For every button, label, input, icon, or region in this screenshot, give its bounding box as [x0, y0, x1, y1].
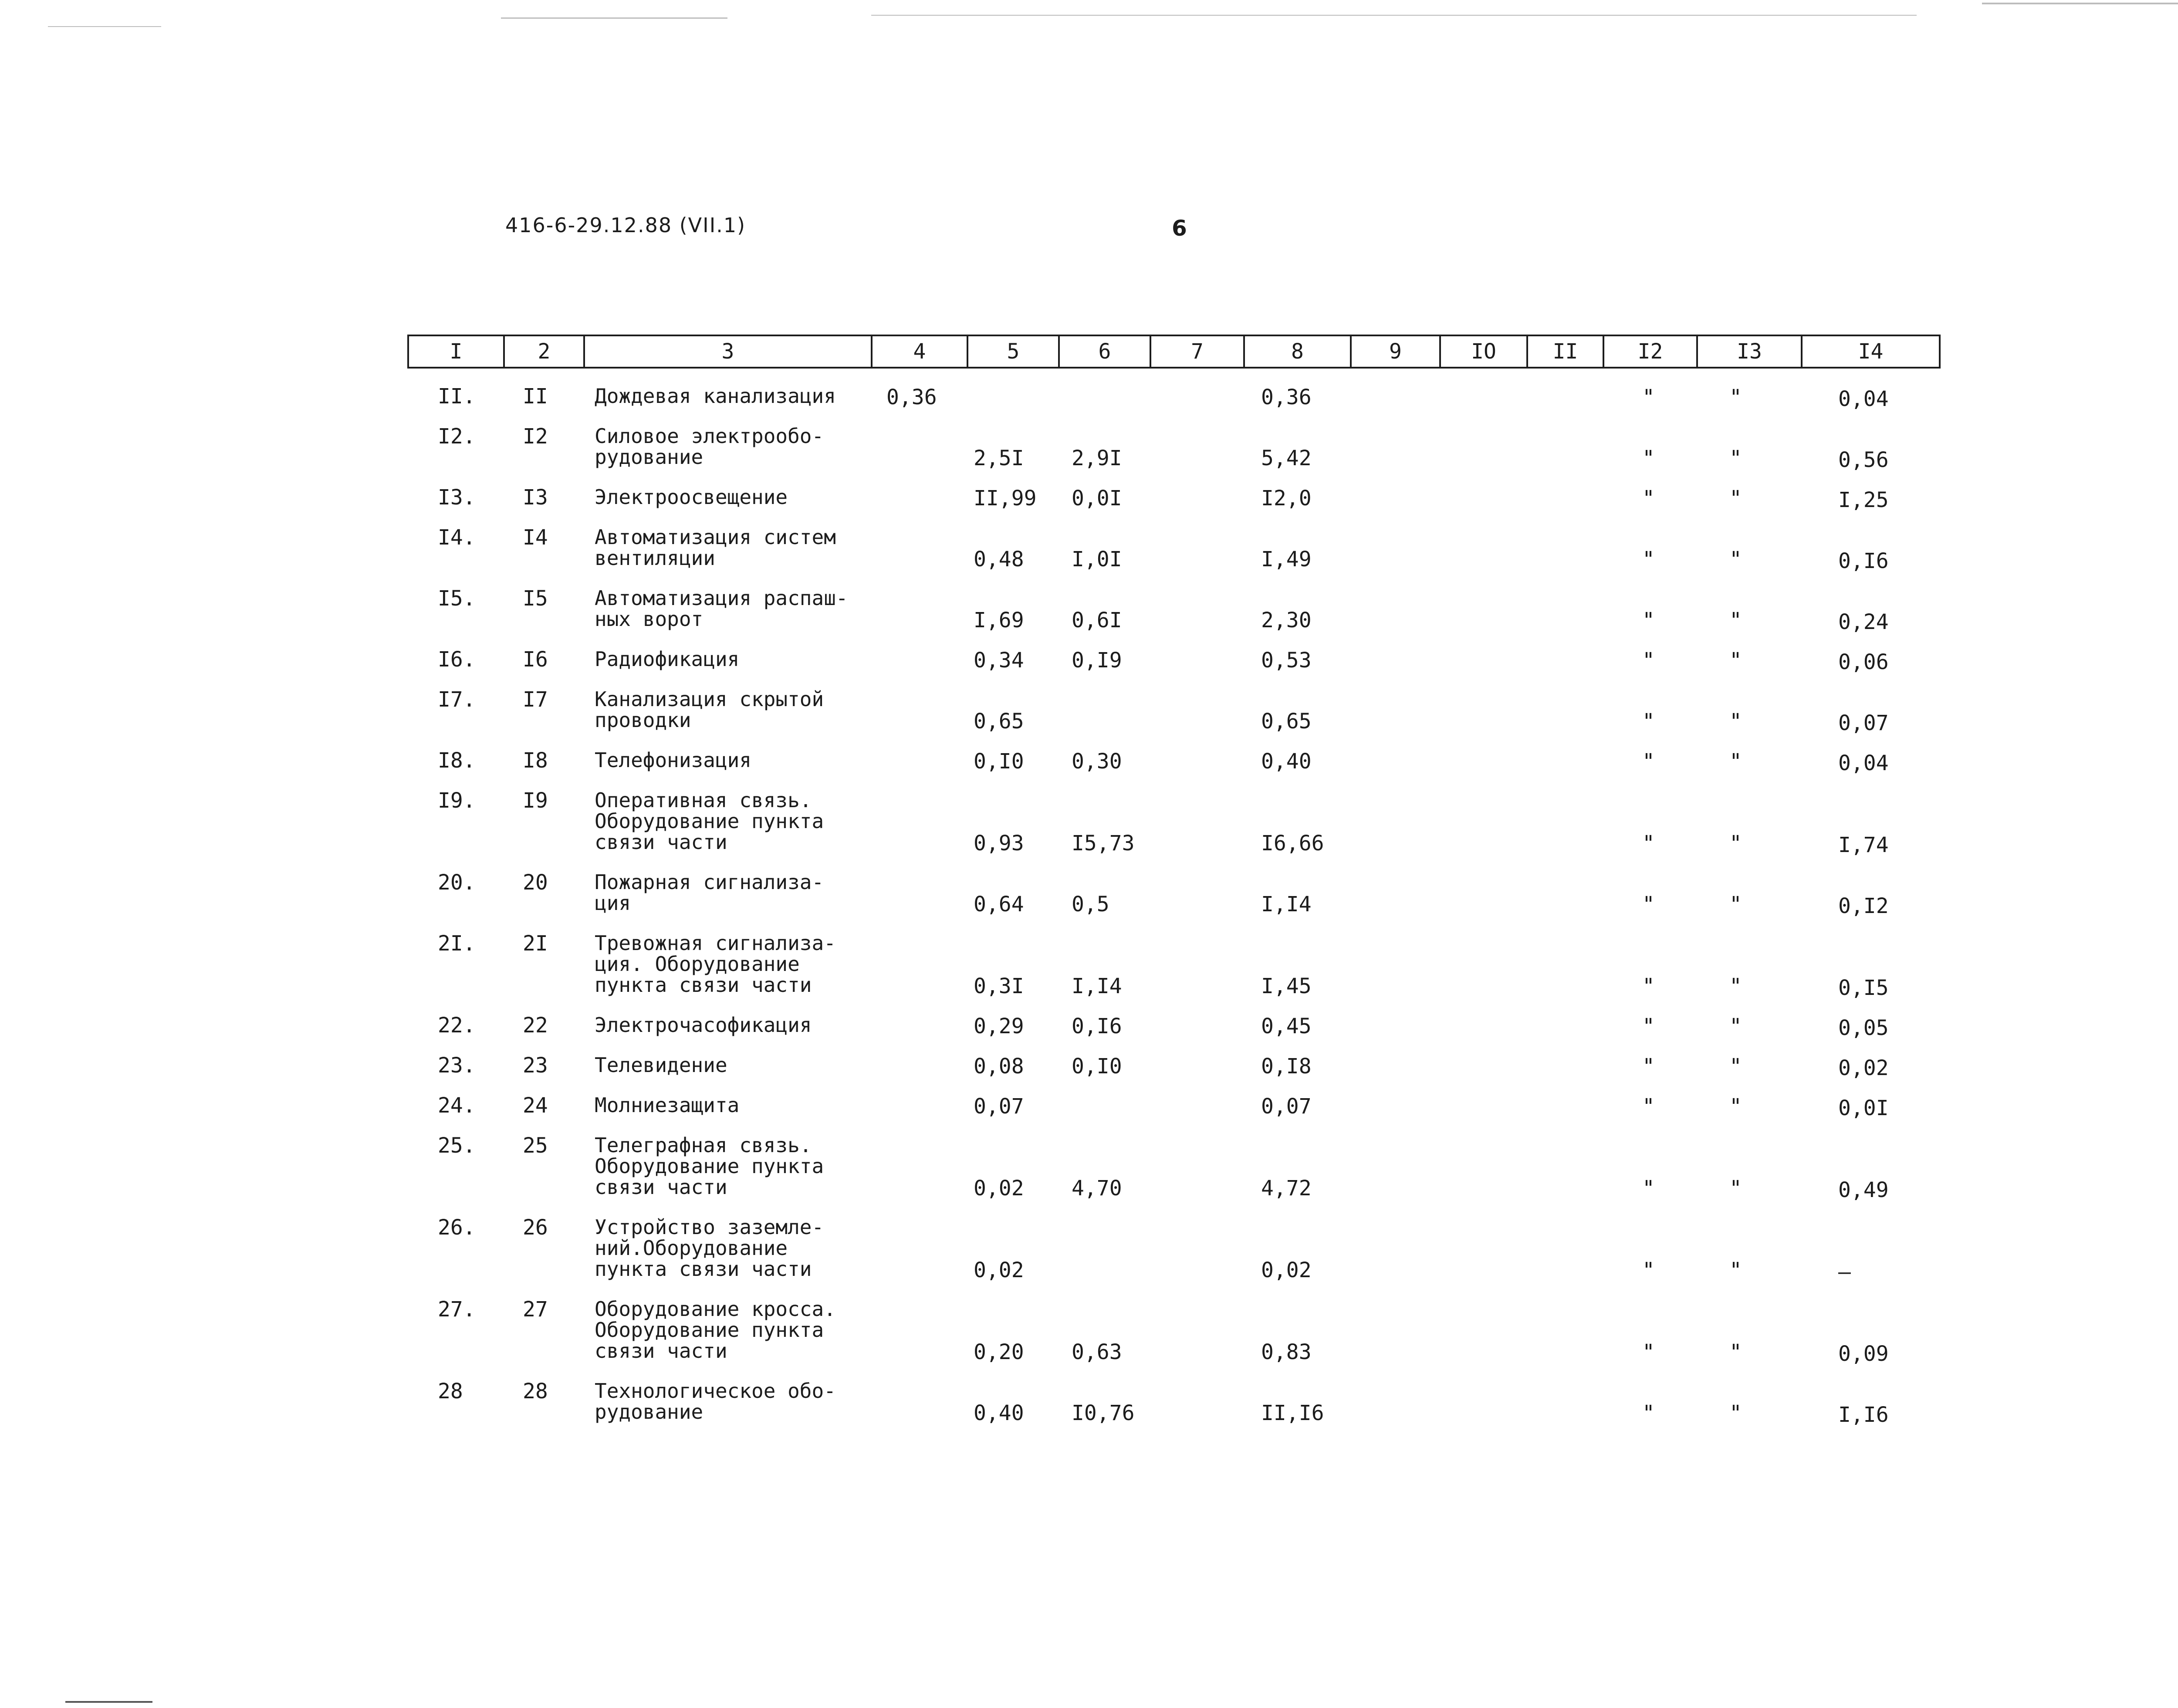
value-col-5: 0,64	[974, 892, 1024, 917]
column-header: I3	[1696, 336, 1801, 367]
item-name: Радиофикация	[595, 647, 740, 671]
value-col-14: 0,09	[1838, 1342, 1889, 1366]
value-col-6: I,I4	[1072, 974, 1122, 998]
value-col-8: I,49	[1261, 547, 1312, 572]
value-col-6: I5,73	[1072, 831, 1135, 856]
item-name: Канализация скрытой проводки	[595, 687, 824, 732]
column-header: IO	[1439, 336, 1526, 367]
ditto-col-13: "	[1729, 974, 1742, 998]
column-header: 4	[871, 336, 967, 367]
value-col-8: I,45	[1261, 974, 1312, 998]
scan-artifact-line	[501, 17, 727, 19]
scan-artifact-line	[48, 26, 161, 27]
value-col-5: 0,07	[974, 1094, 1024, 1119]
ditto-col-12: "	[1642, 1258, 1655, 1282]
table-row	[0, 1297, 2178, 1366]
table-row	[0, 1053, 2178, 1080]
ditto-col-13: "	[1729, 608, 1742, 632]
value-col-14: 0,I2	[1838, 894, 1889, 918]
table-row	[0, 384, 2178, 411]
value-col-6: 0,63	[1072, 1340, 1122, 1364]
value-col-6: 0,0I	[1072, 486, 1122, 511]
ditto-col-13: "	[1729, 1258, 1742, 1282]
ditto-col-12: "	[1642, 1176, 1655, 1201]
value-col-8: I6,66	[1261, 831, 1324, 856]
value-col-8: I2,0	[1261, 486, 1312, 511]
ditto-col-12: "	[1642, 547, 1655, 572]
column-header: 2	[503, 336, 583, 367]
ditto-col-12: "	[1642, 648, 1655, 673]
item-name: Пожарная сигнализа- ция	[595, 870, 824, 915]
value-col-6: 0,30	[1072, 749, 1122, 774]
value-col-14: –	[1838, 1260, 1851, 1284]
item-name: Технологическое обо- рудование	[595, 1379, 836, 1424]
row-number: 26.	[438, 1215, 476, 1240]
row-number: II.	[438, 384, 476, 409]
value-col-6: I,0I	[1072, 547, 1122, 572]
value-col-14: 0,02	[1838, 1056, 1889, 1080]
item-name: Молниезащита	[595, 1093, 740, 1117]
table-row	[0, 931, 2178, 1000]
ditto-col-13: "	[1729, 831, 1742, 856]
value-col-8: 0,40	[1261, 749, 1312, 774]
value-col-14: 0,04	[1838, 751, 1889, 775]
value-col-6: 0,I6	[1072, 1014, 1122, 1038]
row-code: 27	[523, 1297, 548, 1322]
value-col-8: I,I4	[1261, 892, 1312, 917]
value-col-8: 0,65	[1261, 709, 1312, 734]
value-col-5: 0,40	[974, 1401, 1024, 1425]
value-col-5: 0,93	[974, 831, 1024, 856]
ditto-col-13: "	[1729, 1340, 1742, 1364]
item-name: Тревожная сигнализа- ция. Оборудование пункта связи части	[595, 931, 836, 997]
value-col-8: 0,I8	[1261, 1054, 1312, 1079]
value-col-5: I,69	[974, 608, 1024, 632]
ditto-col-13: "	[1729, 486, 1742, 511]
row-number: 25.	[438, 1133, 476, 1158]
ditto-col-13: "	[1729, 385, 1742, 409]
table-column-header-row	[407, 335, 1941, 369]
value-col-14: 0,I6	[1838, 549, 1889, 573]
row-number: I2.	[438, 424, 476, 449]
value-col-14: 0,24	[1838, 610, 1889, 634]
ditto-col-12: "	[1642, 1401, 1655, 1425]
column-header: II	[1526, 336, 1603, 367]
value-col-8: 4,72	[1261, 1176, 1312, 1201]
table-row	[0, 687, 2178, 735]
scan-artifact-line	[871, 15, 1917, 16]
ditto-col-13: "	[1729, 1176, 1742, 1201]
ditto-col-12: "	[1642, 1014, 1655, 1038]
column-header: 9	[1350, 336, 1439, 367]
ditto-col-12: "	[1642, 446, 1655, 470]
row-code: 25	[523, 1133, 548, 1158]
value-col-5: II,99	[974, 486, 1037, 511]
item-name: Дождевая канализация	[595, 384, 836, 408]
item-name: Электрочасофикация	[595, 1013, 812, 1037]
value-col-4: 0,36	[886, 385, 937, 409]
value-col-8: 0,36	[1261, 385, 1312, 409]
ditto-col-12: "	[1642, 385, 1655, 409]
value-col-5: 0,29	[974, 1014, 1024, 1038]
value-col-8: 0,02	[1261, 1258, 1312, 1282]
value-col-6: 2,9I	[1072, 446, 1122, 470]
row-code: I6	[523, 647, 548, 672]
value-col-5: 0,34	[974, 648, 1024, 673]
row-number: 28	[438, 1379, 463, 1404]
value-col-6: 0,5	[1072, 892, 1109, 917]
table-row	[0, 1013, 2178, 1040]
table-row	[0, 1093, 2178, 1120]
ditto-col-13: "	[1729, 547, 1742, 572]
row-number: I9.	[438, 788, 476, 813]
row-code: 22	[523, 1013, 548, 1038]
value-col-6: 0,I9	[1072, 648, 1122, 673]
table-row	[0, 748, 2178, 775]
row-code: I3	[523, 485, 548, 510]
ditto-col-13: "	[1729, 1014, 1742, 1038]
column-header: I	[450, 339, 463, 364]
row-code: I9	[523, 788, 548, 813]
item-name: Автоматизация систем вентиляции	[595, 525, 836, 570]
value-col-14: 0,05	[1838, 1016, 1889, 1040]
value-col-14: 0,I5	[1838, 976, 1889, 1000]
table-row	[0, 1379, 2178, 1427]
value-col-14: 0,49	[1838, 1178, 1889, 1202]
row-number: I5.	[438, 586, 476, 611]
row-code: 20	[523, 870, 548, 895]
value-col-14: 0,07	[1838, 711, 1889, 735]
ditto-col-13: "	[1729, 648, 1742, 673]
item-name: Устройство заземле- ний.Оборудование пункта связи части	[595, 1215, 824, 1281]
value-col-14: 0,56	[1838, 448, 1889, 472]
ditto-col-12: "	[1642, 974, 1655, 998]
table-row	[0, 1215, 2178, 1284]
ditto-col-12: "	[1642, 831, 1655, 856]
item-name: Электроосвещение	[595, 485, 788, 509]
table-row	[0, 647, 2178, 674]
table-row	[0, 485, 2178, 512]
item-name: Силовое электрообо- рудование	[595, 424, 824, 469]
table-row	[0, 424, 2178, 472]
document-code: 416-6-29.12.88 (VII.1)	[505, 213, 746, 237]
value-col-14: 0,06	[1838, 650, 1889, 674]
value-col-14: I,I6	[1838, 1403, 1889, 1427]
row-number: 23.	[438, 1053, 476, 1078]
value-col-5: 0,02	[974, 1176, 1024, 1201]
ditto-col-12: "	[1642, 486, 1655, 511]
row-number: I6.	[438, 647, 476, 672]
value-col-5: 2,5I	[974, 446, 1024, 470]
ditto-col-13: "	[1729, 892, 1742, 917]
item-name: Телевидение	[595, 1053, 727, 1077]
item-name: Телефонизация	[595, 748, 752, 772]
value-col-8: 2,30	[1261, 608, 1312, 632]
value-col-14: 0,04	[1838, 387, 1889, 411]
column-header: 8	[1243, 336, 1350, 367]
row-code: I8	[523, 748, 548, 773]
ditto-col-12: "	[1642, 1094, 1655, 1119]
row-code: 24	[523, 1093, 548, 1118]
column-header: 5	[967, 336, 1058, 367]
value-col-5: 0,65	[974, 709, 1024, 734]
page-number: 6	[1172, 216, 1187, 241]
row-code: I7	[523, 687, 548, 712]
row-code: 23	[523, 1053, 548, 1078]
table-row	[0, 870, 2178, 918]
ditto-col-12: "	[1642, 1340, 1655, 1364]
row-code: I5	[523, 586, 548, 611]
value-col-5: 0,48	[974, 547, 1024, 572]
value-col-5: 0,I0	[974, 749, 1024, 774]
ditto-col-13: "	[1729, 709, 1742, 734]
row-number: 2I.	[438, 931, 476, 956]
value-col-5: 0,3I	[974, 974, 1024, 998]
item-name: Оперативная связь. Оборудование пункта связи части	[595, 788, 824, 854]
ditto-col-12: "	[1642, 1054, 1655, 1079]
ditto-col-13: "	[1729, 749, 1742, 774]
column-header: 3	[583, 336, 871, 367]
row-code: II	[523, 384, 548, 409]
table-row	[0, 586, 2178, 634]
row-number: 24.	[438, 1093, 476, 1118]
row-code: 28	[523, 1379, 548, 1404]
row-code: 26	[523, 1215, 548, 1240]
value-col-14: I,74	[1838, 833, 1889, 857]
row-number: I3.	[438, 485, 476, 510]
value-col-8: II,I6	[1261, 1401, 1324, 1425]
value-col-8: 0,53	[1261, 648, 1312, 673]
row-number: I8.	[438, 748, 476, 773]
ditto-col-13: "	[1729, 1401, 1742, 1425]
column-header: I2	[1603, 336, 1696, 367]
value-col-8: 0,45	[1261, 1014, 1312, 1038]
row-number: 20.	[438, 870, 476, 895]
table-row	[0, 1133, 2178, 1202]
scan-artifact-line	[65, 1701, 152, 1703]
value-col-6: 0,6I	[1072, 608, 1122, 632]
value-col-8: 0,07	[1261, 1094, 1312, 1119]
row-code: I2	[523, 424, 548, 449]
item-name: Оборудование кросса. Оборудование пункта связи части	[595, 1297, 836, 1363]
table-row	[0, 788, 2178, 857]
column-header: 6	[1058, 336, 1150, 367]
column-header: I4	[1801, 336, 1939, 367]
ditto-col-12: "	[1642, 749, 1655, 774]
item-name: Автоматизация распаш- ных ворот	[595, 586, 848, 631]
table-row	[0, 525, 2178, 573]
row-code: 2I	[523, 931, 548, 956]
value-col-14: 0,0I	[1838, 1096, 1889, 1120]
ditto-col-13: "	[1729, 1054, 1742, 1079]
value-col-8: 0,83	[1261, 1340, 1312, 1364]
value-col-6: 4,70	[1072, 1176, 1122, 1201]
row-code: I4	[523, 525, 548, 550]
value-col-6: 0,I0	[1072, 1054, 1122, 1079]
value-col-5: 0,08	[974, 1054, 1024, 1079]
value-col-5: 0,20	[974, 1340, 1024, 1364]
row-number: I4.	[438, 525, 476, 550]
ditto-col-13: "	[1729, 1094, 1742, 1119]
value-col-14: I,25	[1838, 488, 1889, 512]
column-header: 7	[1150, 336, 1243, 367]
row-number: I7.	[438, 687, 476, 712]
value-col-8: 5,42	[1261, 446, 1312, 470]
ditto-col-12: "	[1642, 892, 1655, 917]
scan-artifact-line	[1982, 3, 2178, 4]
row-number: 22.	[438, 1013, 476, 1038]
ditto-col-12: "	[1642, 709, 1655, 734]
value-col-5: 0,02	[974, 1258, 1024, 1282]
row-number: 27.	[438, 1297, 476, 1322]
ditto-col-12: "	[1642, 608, 1655, 632]
item-name: Телеграфная связь. Оборудование пункта связи части	[595, 1133, 824, 1199]
value-col-6: I0,76	[1072, 1401, 1135, 1425]
ditto-col-13: "	[1729, 446, 1742, 470]
